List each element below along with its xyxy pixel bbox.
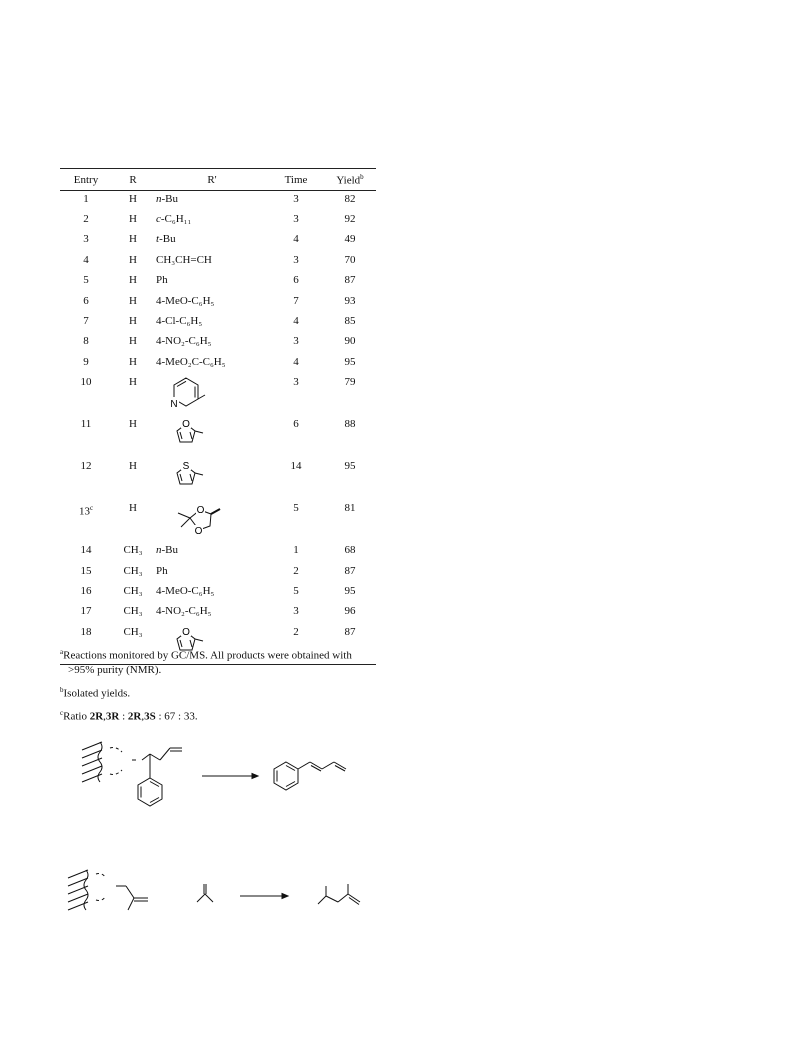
cell-entry: 1 bbox=[83, 192, 89, 205]
cell-rprime bbox=[154, 354, 268, 374]
cell-r: H bbox=[129, 253, 137, 266]
cell-yield: 79 bbox=[344, 376, 356, 389]
cell-entry: 7 bbox=[83, 315, 89, 327]
solid-support-icon bbox=[68, 870, 88, 910]
header-entry: Entry bbox=[60, 169, 112, 191]
footnote-c-post: : 67 : 33. bbox=[155, 710, 198, 723]
dioxolane-o2-atom: O bbox=[194, 526, 203, 537]
rprime-text: -C₆H₁₁ bbox=[160, 213, 192, 226]
footnote-c-sep2: : bbox=[119, 710, 128, 723]
cell-time: 2 bbox=[268, 624, 324, 665]
cell-entry: 6 bbox=[83, 294, 89, 307]
linker-icon bbox=[110, 748, 136, 775]
header-r: R bbox=[112, 169, 154, 191]
cell-r: H bbox=[129, 376, 137, 389]
reaction-scheme-1 bbox=[78, 738, 368, 820]
table-row bbox=[60, 563, 376, 583]
footnote-a bbox=[60, 645, 380, 677]
cell-time: 14 bbox=[290, 460, 302, 473]
cell-time: 1 bbox=[293, 544, 299, 557]
furyl-structure-icon bbox=[156, 416, 216, 452]
cell-r: CH₃ bbox=[123, 564, 143, 577]
phenylbutadiene-product-icon bbox=[274, 762, 346, 790]
cell-time: 5 bbox=[293, 502, 299, 515]
table-footnotes bbox=[60, 645, 380, 730]
footnote-c-bold1: 2R bbox=[89, 710, 104, 723]
table-row bbox=[60, 333, 376, 353]
table-row bbox=[60, 293, 376, 313]
table-row bbox=[60, 374, 376, 416]
rprime-text: Ph bbox=[156, 274, 168, 287]
cell-yield: 87 bbox=[344, 274, 356, 287]
cell-entry: 9 bbox=[83, 355, 89, 368]
header-time: Time bbox=[268, 169, 324, 191]
footnote-c-sep3: , bbox=[141, 710, 145, 723]
footnote-c-bold4: 3S bbox=[144, 710, 156, 723]
pyridyl-n-atom: N bbox=[170, 399, 178, 411]
cell-time: 3 bbox=[293, 192, 299, 205]
table-header-row bbox=[60, 169, 376, 191]
table-row bbox=[60, 313, 376, 333]
homoallyl-phenyl-substrate-icon bbox=[138, 748, 182, 806]
cell-yield: 92 bbox=[344, 213, 356, 226]
cell-entry: 8 bbox=[83, 335, 89, 348]
header-rprime: R' bbox=[154, 169, 268, 191]
cell-time: 3 bbox=[293, 605, 299, 618]
cell-entry: 14 bbox=[80, 544, 92, 557]
header-yield-footnote: b bbox=[360, 173, 364, 181]
cell-yield: 82 bbox=[344, 192, 356, 205]
cell-yield: 70 bbox=[344, 253, 356, 266]
cell-yield: 95 bbox=[344, 355, 356, 368]
table-row bbox=[60, 603, 376, 623]
rprime-text: -Bu bbox=[161, 192, 178, 205]
cell-yield: 49 bbox=[344, 233, 356, 246]
furyl-o-atom: O bbox=[182, 419, 190, 431]
cell-r: H bbox=[129, 233, 137, 246]
dioxolanyl-structure-icon bbox=[156, 500, 236, 536]
cell-r: CH₃ bbox=[123, 584, 143, 597]
cell-rprime bbox=[154, 603, 268, 623]
cell-r: H bbox=[129, 418, 137, 431]
cell-r: H bbox=[129, 274, 137, 287]
cell-time: 5 bbox=[293, 584, 299, 597]
cell-yield: 68 bbox=[344, 544, 356, 557]
cell-rprime bbox=[154, 211, 268, 231]
rprime-text: 4-MeO₂C-C₆H₅ bbox=[156, 355, 226, 368]
rprime-prefix: n bbox=[156, 192, 162, 205]
cell-time: 6 bbox=[293, 418, 299, 431]
cell-time: 4 bbox=[293, 233, 299, 246]
isobutylene-reagent-icon bbox=[197, 884, 213, 902]
cell-rprime bbox=[154, 190, 268, 211]
cell-rprime bbox=[154, 583, 268, 603]
linker-icon bbox=[96, 874, 106, 901]
pyridyl-structure-icon bbox=[156, 374, 216, 410]
rprime-text: 4-MeO-C₆H₅ bbox=[156, 294, 215, 307]
thienyl-s-atom: S bbox=[182, 461, 190, 473]
entry-footnote: c bbox=[89, 504, 94, 513]
footnote-c-sep1: , bbox=[103, 710, 106, 723]
cell-r: CH₃ bbox=[123, 544, 143, 557]
dimethylpentene-product-icon bbox=[318, 884, 360, 905]
cell-yield: 95 bbox=[344, 460, 356, 473]
cell-entry: 15 bbox=[80, 564, 92, 577]
cell-time: 3 bbox=[293, 213, 299, 226]
cell-r: H bbox=[129, 294, 137, 307]
cell-r: H bbox=[129, 315, 137, 327]
footnote-b-mark: b bbox=[60, 685, 64, 694]
footnote-a-mark: a bbox=[60, 648, 64, 656]
table-row bbox=[60, 252, 376, 272]
cell-yield: 87 bbox=[324, 624, 376, 665]
cell-r: H bbox=[129, 213, 137, 226]
cell-time: 3 bbox=[293, 253, 299, 266]
rprime-prefix: n bbox=[156, 544, 162, 557]
rprime-text: 4-Cl-C₆H₅ bbox=[156, 315, 203, 327]
cell-yield: 87 bbox=[344, 564, 356, 577]
cell-yield: 93 bbox=[344, 294, 356, 307]
header-yield-label: Yield bbox=[336, 174, 361, 187]
cell-entry: 11 bbox=[80, 418, 92, 431]
cell-entry: 10 bbox=[80, 376, 92, 389]
cell-rprime bbox=[154, 563, 268, 583]
cell-entry: 4 bbox=[83, 253, 89, 266]
cell-rprime bbox=[154, 500, 268, 542]
table-row bbox=[60, 211, 376, 231]
rprime-text: Ph bbox=[156, 564, 168, 577]
footnote-b-text: Isolated yields. bbox=[63, 687, 131, 700]
cell-rprime bbox=[154, 333, 268, 353]
footnote-c-bold2: 3R bbox=[105, 710, 120, 723]
rprime-text: CH₃CH=CH bbox=[156, 253, 212, 266]
results-table-container bbox=[60, 168, 376, 665]
footnote-c bbox=[60, 706, 380, 724]
thienyl-structure-icon bbox=[156, 458, 216, 494]
cell-r: H bbox=[129, 192, 137, 205]
cell-yield: 95 bbox=[344, 584, 356, 597]
cell-rprime bbox=[154, 272, 268, 292]
results-table bbox=[60, 168, 376, 665]
footnote-c-pre: Ratio bbox=[63, 710, 90, 723]
reaction-arrow-icon bbox=[240, 894, 288, 899]
table-row bbox=[60, 354, 376, 374]
cell-time: 2 bbox=[293, 564, 299, 577]
cell-r: H bbox=[129, 460, 137, 473]
cell-r: H bbox=[129, 335, 137, 348]
solid-support-icon bbox=[82, 742, 102, 782]
methallyl-substrate-icon bbox=[116, 886, 148, 910]
cell-r: H bbox=[129, 502, 137, 515]
cell-r: H bbox=[129, 355, 137, 368]
table-row bbox=[60, 500, 376, 542]
cell-r: CH₃ bbox=[112, 624, 154, 665]
entry-number: 13 bbox=[78, 505, 90, 518]
cell-entry: 18 bbox=[60, 624, 112, 665]
rprime-prefix: c bbox=[156, 213, 161, 226]
dioxolane-o1-atom: O bbox=[196, 505, 205, 517]
rprime-text: -Bu bbox=[161, 544, 178, 557]
cell-entry: 16 bbox=[80, 584, 92, 597]
cell-rprime bbox=[154, 542, 268, 562]
footnote-a-line1: Reactions monitored by GC/MS. All products were obtained with bbox=[63, 649, 352, 662]
rprime-prefix: t bbox=[156, 233, 160, 246]
table-row bbox=[60, 272, 376, 292]
cell-entry bbox=[60, 500, 112, 542]
cell-rprime bbox=[154, 374, 268, 416]
header-yield bbox=[324, 169, 376, 191]
cell-time: 4 bbox=[293, 315, 299, 327]
cell-yield: 88 bbox=[344, 418, 356, 431]
cell-entry: 3 bbox=[83, 233, 89, 246]
footnote-a-line2: >95% purity (NMR). bbox=[68, 663, 162, 676]
cell-rprime bbox=[154, 252, 268, 272]
rprime-text: 4-NO₂-C₆H₅ bbox=[156, 605, 212, 618]
cell-yield: 96 bbox=[344, 605, 356, 618]
reaction-arrow-icon bbox=[202, 774, 258, 779]
table-row bbox=[60, 190, 376, 211]
cell-yield: 85 bbox=[344, 315, 356, 327]
cell-entry: 17 bbox=[80, 605, 92, 618]
table-row bbox=[60, 416, 376, 458]
table-row bbox=[60, 542, 376, 562]
table-row bbox=[60, 583, 376, 603]
cell-yield: 90 bbox=[344, 335, 356, 348]
cell-rprime bbox=[154, 458, 268, 500]
cell-r: CH₃ bbox=[123, 605, 143, 618]
cell-time: 3 bbox=[293, 376, 299, 389]
footnote-c-mark: c bbox=[60, 709, 64, 718]
cell-yield: 81 bbox=[344, 502, 356, 515]
table-row bbox=[60, 231, 376, 251]
cell-rprime bbox=[154, 231, 268, 251]
footnote-c-bold3: 2R bbox=[127, 710, 142, 723]
table-row bbox=[60, 458, 376, 500]
cell-entry: 5 bbox=[83, 274, 89, 287]
rprime-text: -Bu bbox=[159, 233, 176, 246]
cell-rprime bbox=[154, 416, 268, 458]
rprime-text: 4-MeO-C₆H₅ bbox=[156, 584, 215, 597]
reaction-scheme-2 bbox=[64, 864, 364, 924]
cell-entry: 12 bbox=[80, 460, 92, 473]
cell-rprime bbox=[154, 293, 268, 313]
cell-time: 4 bbox=[293, 355, 299, 368]
cell-entry: 2 bbox=[83, 213, 89, 226]
cell-time: 6 bbox=[293, 274, 299, 287]
cell-time: 3 bbox=[293, 335, 299, 348]
furyl-o-atom: O bbox=[182, 626, 190, 638]
footnote-b bbox=[60, 683, 380, 701]
rprime-text: 4-NO₂-C₆H₅ bbox=[156, 335, 212, 348]
cell-rprime bbox=[154, 313, 268, 333]
cell-time: 7 bbox=[293, 294, 299, 307]
